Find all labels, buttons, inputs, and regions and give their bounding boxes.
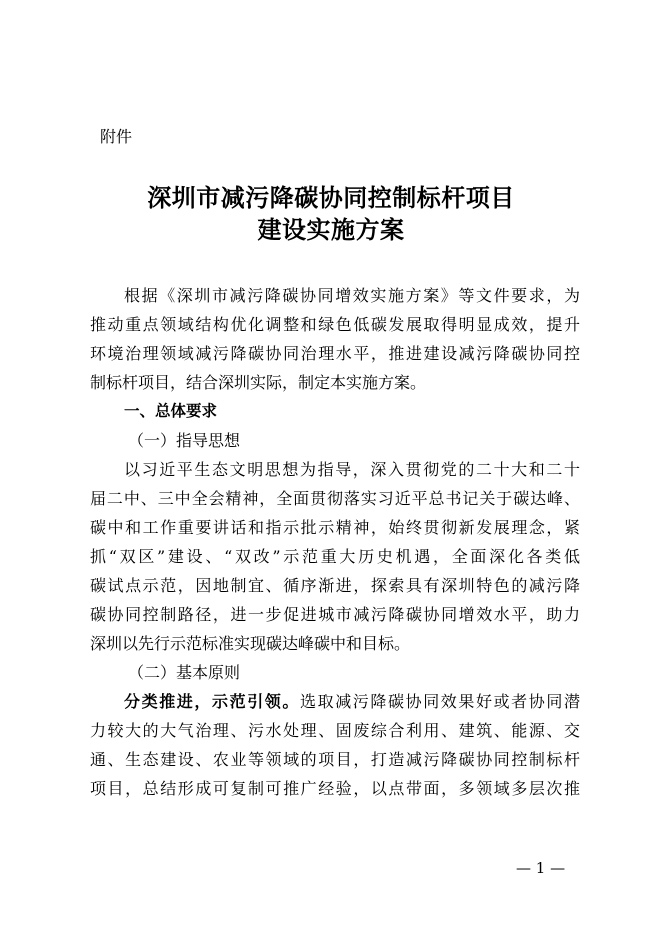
paragraph-line: 制标杆项目，结合深圳实际，制定本实施方案。 xyxy=(90,373,427,392)
paragraph-text: 选取减污降碳协同效果好或者协同潜 xyxy=(300,692,580,711)
paragraph-line: 推动重点领域结构优化调整和绿色低碳发展取得明显成效，提升 xyxy=(90,315,580,334)
paragraph-line: 碳中和工作重要讲话和指示批示精神，始终贯彻新发展理念，紧 xyxy=(90,518,580,537)
paragraph-line xyxy=(90,687,580,716)
subsection-heading: （二）基本原则 xyxy=(128,663,241,682)
paragraph-line: 届二中、三中全会精神，全面贯彻落实习近平总书记关于碳达峰、 xyxy=(90,489,580,508)
document-body xyxy=(90,281,580,803)
principle-lead: 分类推进，示范引领。 xyxy=(124,692,300,711)
subsection-heading: （一）指导思想 xyxy=(128,431,241,450)
paragraph-line: 环境治理领域减污降碳协同治理水平，推进建设减污降碳协同控 xyxy=(90,344,580,363)
paragraph-line: 以习近平生态文明思想为指导，深入贯彻党的二十大和二十 xyxy=(124,460,580,479)
attachment-label: 附件 xyxy=(100,127,133,146)
paragraph-line: 力较大的大气治理、污水处理、固废综合利用、建筑、能源、交 xyxy=(90,721,580,740)
document-title-line-1: 深圳市减污降碳协同控制标杆项目 xyxy=(147,183,515,212)
paragraph-line: 通、生态建设、农业等领域的项目，打造减污降碳协同控制标杆 xyxy=(90,750,580,769)
page-number: — 1 — xyxy=(516,859,566,877)
section-heading: 一、总体要求 xyxy=(124,402,218,420)
paragraph-line: 碳协同控制路径，进一步促进城市减污降碳协同增效水平，助力 xyxy=(90,605,580,624)
paragraph-line: 抓“双区”建设、“双改”示范重大历史机遇，全面深化各类低 xyxy=(90,547,580,566)
paragraph-line: 碳试点示范，因地制宜、循序渐进，探索具有深圳特色的减污降 xyxy=(90,576,580,595)
paragraph-line: 深圳以先行示范标准实现碳达峰碳中和目标。 xyxy=(90,634,411,653)
paragraph-line: 根据《深圳市减污降碳协同增效实施方案》等文件要求，为 xyxy=(124,286,580,305)
paragraph-line: 项目，总结形成可复制可推广经验，以点带面，多领域多层次推 xyxy=(90,779,580,798)
document-title-line-2: 建设实施方案 xyxy=(257,215,405,244)
